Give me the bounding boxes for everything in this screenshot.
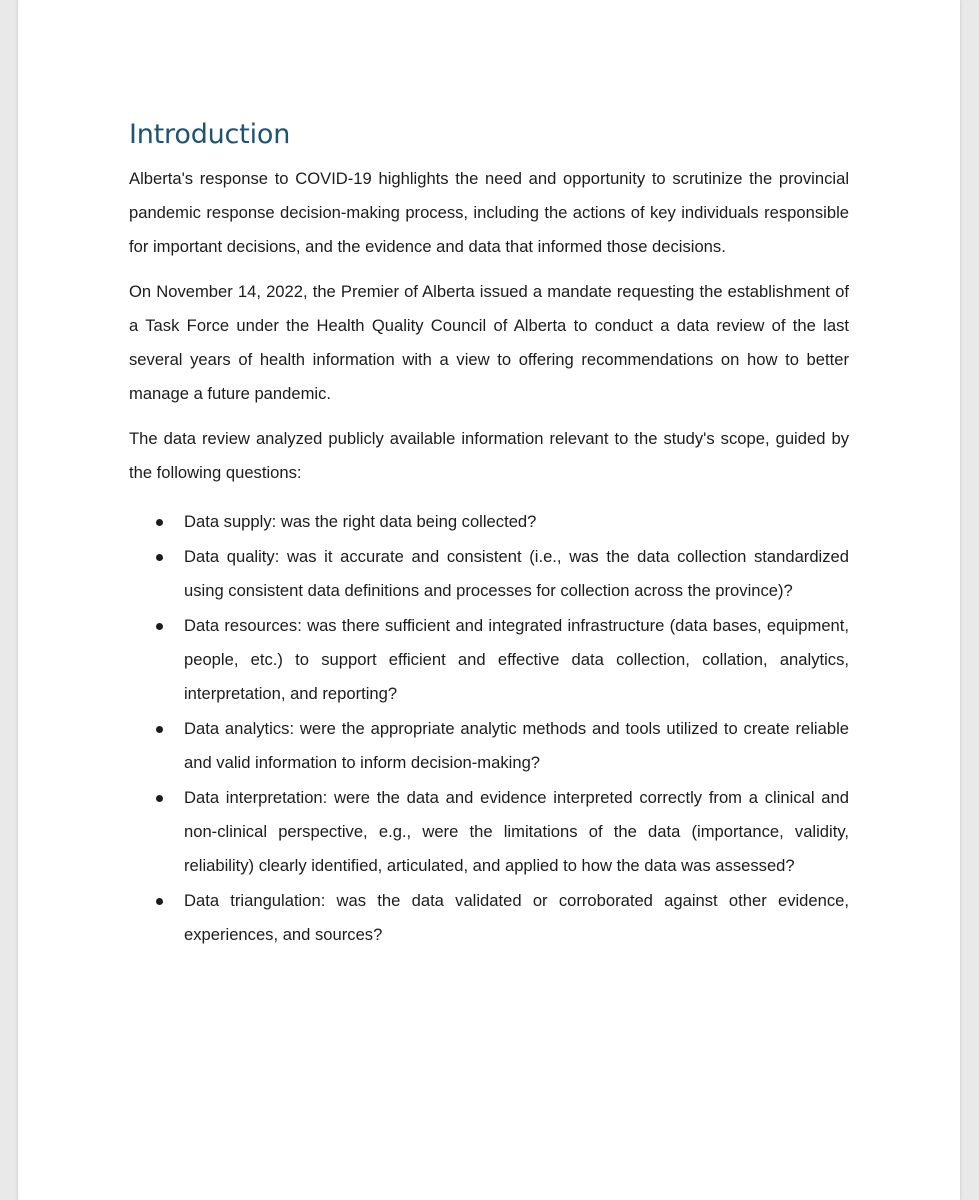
list-item (129, 781, 849, 883)
bullet-icon (156, 795, 163, 802)
intro-paragraph-2: On November 14, 2022, the Premier of Alberta issued a mandate requesting the establishment of a Task Force under the Health Quality Council of Alberta to conduct a data review of the last several years of health information with a view to offering recommendations on how to better manage a future pandemic. (129, 282, 849, 403)
list-item (129, 884, 849, 952)
question-list (129, 505, 849, 952)
list-item-text: Data triangulation: was the data validated or corroborated against other evidence, experiences, and sources? (184, 891, 849, 944)
bullet-icon (156, 519, 163, 526)
section-heading: Introduction (129, 119, 291, 150)
list-item-text: Data quality: was it accurate and consistent (i.e., was the data collection standardized using consistent data definitions and processes for collection across the province)? (184, 547, 849, 600)
document-page (18, 0, 960, 1200)
list-item-text: Data analytics: were the appropriate analytic methods and tools utilized to create reliable and valid information to inform decision-making? (184, 719, 849, 772)
bullet-icon (156, 623, 163, 630)
list-item-text: Data supply: was the right data being collected? (184, 512, 537, 531)
document-content (129, 114, 849, 953)
list-item-text: Data resources: was there sufficient and integrated infrastructure (data bases, equipment, people, etc.) to support efficient and effective data collection, collation, analytics, interpretation, and reporting? (184, 616, 849, 703)
list-item (129, 712, 849, 780)
bullet-icon (156, 898, 163, 905)
list-item (129, 505, 849, 539)
bullet-icon (156, 554, 163, 561)
intro-paragraph-3: The data review analyzed publicly available information relevant to the study's scope, guided by the following questions: (129, 429, 849, 482)
bullet-icon (156, 726, 163, 733)
list-item (129, 609, 849, 711)
intro-paragraph-1: Alberta's response to COVID-19 highlights the need and opportunity to scrutinize the provincial pandemic response decision-making process, including the actions of key individuals responsible for important decisions, and the evidence and data that informed those decisions. (129, 169, 849, 256)
list-item (129, 540, 849, 608)
list-item-text: Data interpretation: were the data and evidence interpreted correctly from a clinical and non-clinical perspective, e.g., were the limitations of the data (importance, validity, reliability) clearly identified, articulated, and applied to how the data was assessed? (184, 788, 849, 875)
